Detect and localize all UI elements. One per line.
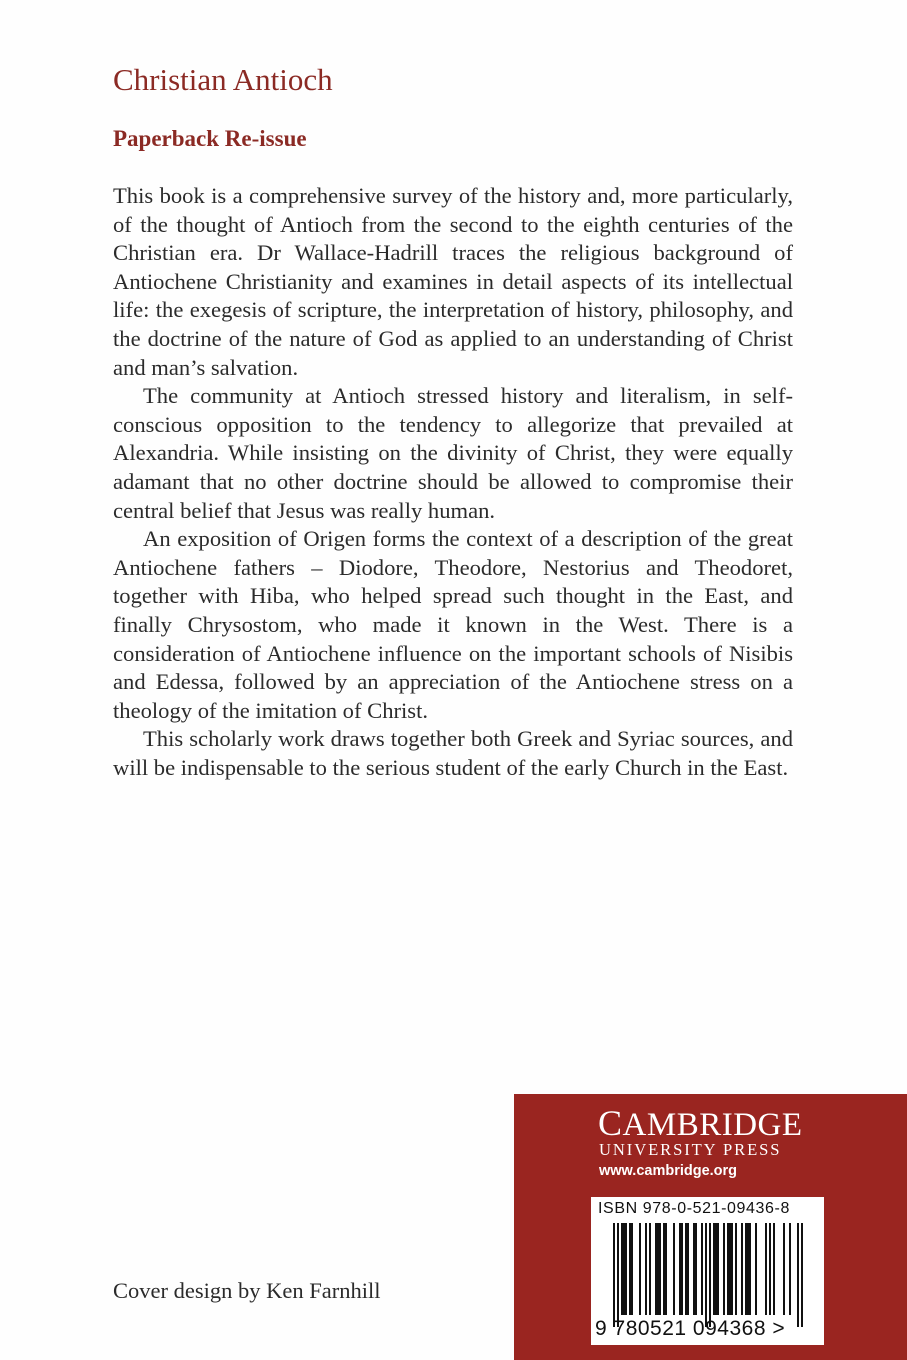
book-title: Christian Antioch — [113, 62, 333, 97]
barcode-bar — [801, 1223, 803, 1327]
barcode-bar — [789, 1223, 791, 1315]
barcode-bar — [765, 1223, 767, 1315]
barcode-bar — [745, 1223, 747, 1315]
description-paragraph: The community at Antioch stressed history and literalism, in self-conscious opposition to the tendency to allegorize that prevailed at Alexandria. While insisting on the divinity of Christ, they were equally adamant that no other doctrine should be allowed to compromise their central belief that Jesus was really human. — [113, 383, 793, 523]
publisher-name-initial: C — [598, 1103, 623, 1143]
cover-design-credit: Cover design by Ken Farnhill — [113, 1278, 381, 1303]
barcode-bar — [621, 1223, 623, 1315]
barcode-bar — [679, 1223, 681, 1315]
barcode-bar — [613, 1223, 615, 1327]
description-paragraph: This book is a comprehensive survey of the history and, more particularly, of the thought of Antioch from the second to the eighth centuries of the Christian era. Dr Wallace-Hadrill traces the religious background of Antiochene Christianity and examines in detail aspects of its intellectual life: the exegesis of scripture, the interpretation of history, philosophy, and the doctrine of the nature of God as applied to an understanding of Christ and man’s salvation. — [113, 183, 793, 380]
barcode-bar — [665, 1223, 667, 1315]
barcode-bar — [685, 1223, 687, 1315]
barcode-bar — [673, 1223, 675, 1315]
barcode-bar — [769, 1223, 771, 1315]
barcode-bar — [723, 1223, 725, 1315]
publisher-panel — [514, 1094, 907, 1360]
barcode-bar — [749, 1223, 751, 1315]
barcode-bar — [681, 1223, 683, 1315]
isbn-label: ISBN 978-0-521-09436-8 — [598, 1200, 790, 1217]
barcode-bar — [731, 1223, 733, 1315]
barcode-bar — [655, 1223, 657, 1315]
barcode-bar — [797, 1223, 799, 1327]
publisher-logo-name — [598, 1102, 803, 1144]
barcode-bar — [705, 1223, 707, 1327]
book-description — [113, 182, 793, 782]
barcode-box — [591, 1197, 824, 1345]
barcode-bar — [717, 1223, 719, 1315]
barcode-digits: 9 780521 094368 > — [595, 1317, 786, 1340]
barcode-bar — [625, 1223, 627, 1315]
barcode-bar — [735, 1223, 737, 1315]
barcode-bar — [741, 1223, 743, 1315]
barcode-bar — [755, 1223, 757, 1315]
barcode-bar — [639, 1223, 641, 1315]
barcode-bar — [695, 1223, 697, 1315]
barcode-bar — [747, 1223, 749, 1315]
barcode-bar — [693, 1223, 695, 1315]
publisher-subname: UNIVERSITY PRESS — [599, 1140, 782, 1159]
barcode-bar — [715, 1223, 717, 1315]
barcode-bar — [617, 1223, 619, 1327]
description-paragraph: An exposition of Origen forms the context of a description of the great Antiochene fathers – Diodore, Theodore, Nestorius and Theodoret, together with Hiba, who helped spread such thought in the East, and finally Chrysostom, who made it known in the West. There is a consideration of Antiochene influence on the important schools of Nisibis and Edessa, followed by an appreciation of the Antiochene stress on a theology of the imitation of Christ. — [113, 526, 793, 723]
edition-label: Paperback Re-issue — [113, 126, 307, 151]
barcode-bar — [729, 1223, 731, 1315]
barcode-bar — [629, 1223, 631, 1315]
barcode-bar — [659, 1223, 661, 1315]
barcode-bar — [631, 1223, 633, 1315]
publisher-name-rest: AMBRIDGE — [622, 1107, 803, 1143]
barcode-bar — [657, 1223, 659, 1315]
publisher-url: www.cambridge.org — [599, 1163, 738, 1179]
barcode-bar — [623, 1223, 625, 1315]
barcode-bar — [649, 1223, 651, 1315]
barcode-bar — [663, 1223, 665, 1315]
barcode-bar — [773, 1223, 775, 1315]
description-paragraph: This scholarly work draws together both Greek and Syriac sources, and will be indispensable to the serious student of the early Church in the East. — [113, 726, 793, 780]
barcode-bar — [687, 1223, 689, 1315]
barcode-bar — [709, 1223, 711, 1327]
barcode-bar — [645, 1223, 647, 1315]
barcode-bar — [701, 1223, 703, 1315]
barcode-bar — [783, 1223, 785, 1315]
barcode-bar — [713, 1223, 715, 1315]
barcode-bar — [727, 1223, 729, 1315]
